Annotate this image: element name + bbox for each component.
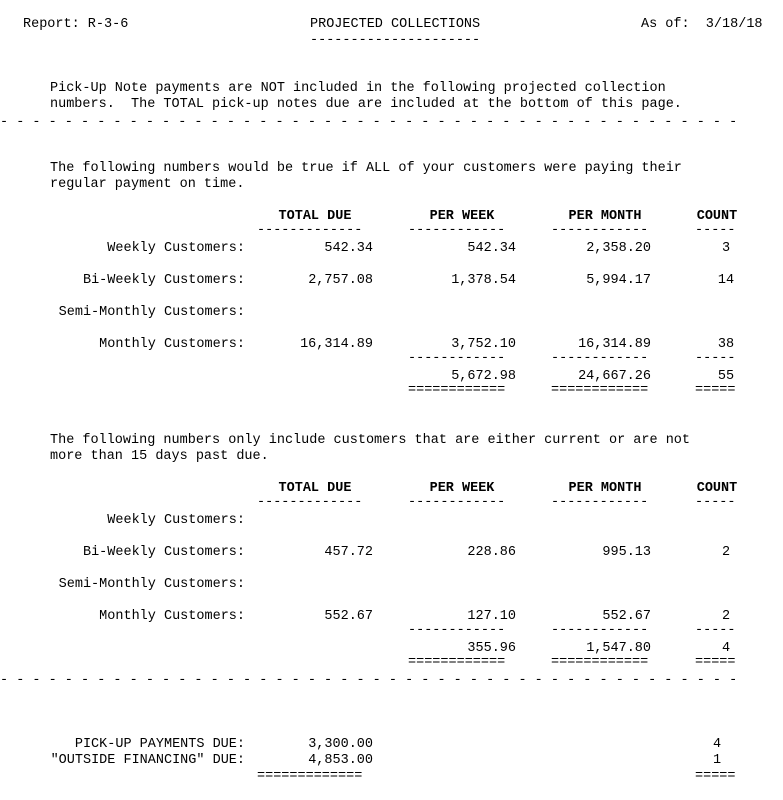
section2-row-total-due: 457.72 xyxy=(324,545,373,560)
section2-subtotal-rule-per-month: ------------ xyxy=(551,623,649,638)
section1-row-per-week: 3,752.10 xyxy=(451,337,516,352)
section-divider: - - - - - - - - - - - - - - - - - - - - - - - - - - - - - - - - - - - - - - - - - - - - - - xyxy=(0,115,738,130)
section1-row-total-due: 2,757.08 xyxy=(308,273,373,288)
section1-total-rule-count: ===== xyxy=(695,383,736,398)
section2-subtotal-rule-count: ----- xyxy=(695,623,736,638)
section2-total-rule-count: ===== xyxy=(695,655,736,670)
section1-row-label: Weekly Customers: xyxy=(107,241,245,256)
section1-header-total-due: TOTAL DUE xyxy=(278,209,352,224)
section2-row-count: 2 xyxy=(721,609,731,624)
report-id: Report: R-3-6 xyxy=(23,17,129,32)
section2-header-rule-per-week: ------------ xyxy=(408,495,506,510)
section1-header-rule-count: ----- xyxy=(695,223,736,238)
section1-intro-line-2: regular payment on time. xyxy=(50,177,245,192)
section2-row-label: Weekly Customers: xyxy=(107,513,245,528)
notice-line-2: numbers. The TOTAL pick-up notes due are included at the bottom of this page. xyxy=(50,97,682,112)
section1-row-label: Monthly Customers: xyxy=(99,337,245,352)
section1-row-per-week: 1,378.54 xyxy=(451,273,516,288)
section1-row-per-week: 542.34 xyxy=(467,241,516,256)
pickup-payments-amount: 3,300.00 xyxy=(308,737,373,752)
section2-row-per-month: 995.13 xyxy=(602,545,651,560)
as-of-date: As of: 3/18/18 xyxy=(641,17,763,32)
section2-intro-line-2: more than 15 days past due. xyxy=(50,449,269,464)
section2-header-total-due: TOTAL DUE xyxy=(278,481,352,496)
outside-financing-label: "OUTSIDE FINANCING" DUE: xyxy=(50,753,245,768)
section1-header-rule-per-month: ------------ xyxy=(551,223,649,238)
section1-subtotal-rule-count: ----- xyxy=(695,351,736,366)
pickup-payments-label: PICK-UP PAYMENTS DUE: xyxy=(74,737,245,752)
section2-header-per-week: PER WEEK xyxy=(429,481,495,496)
section2-total-per-week: 355.96 xyxy=(467,641,516,656)
section1-total-rule-per-week: ============ xyxy=(408,383,506,398)
section1-header-per-month: PER MONTH xyxy=(568,209,642,224)
section1-subtotal-rule-per-week: ------------ xyxy=(408,351,506,366)
section1-header-count: COUNT xyxy=(696,209,738,224)
section1-row-count: 3 xyxy=(721,241,731,256)
footer-count-rule: ===== xyxy=(695,769,736,784)
section1-row-total-due: 542.34 xyxy=(324,241,373,256)
section1-total-per-week: 5,672.98 xyxy=(451,369,516,384)
pickup-payments-count: 4 xyxy=(712,737,722,752)
section2-row-per-month: 552.67 xyxy=(602,609,651,624)
section-divider: - - - - - - - - - - - - - - - - - - - - - - - - - - - - - - - - - - - - - - - - - - - - - - xyxy=(0,673,738,688)
section2-header-rule-count: ----- xyxy=(695,495,736,510)
section2-row-per-week: 228.86 xyxy=(467,545,516,560)
section2-header-rule-total-due: ------------- xyxy=(257,495,363,510)
section1-total-rule-per-month: ============ xyxy=(551,383,649,398)
footer-amount-rule: ============= xyxy=(257,769,363,784)
section2-header-count: COUNT xyxy=(696,481,738,496)
section2-row-label: Bi-Weekly Customers: xyxy=(82,545,245,560)
notice-line-1: Pick-Up Note payments are NOT included in the following projected collection xyxy=(50,81,666,96)
section2-subtotal-rule-per-week: ------------ xyxy=(408,623,506,638)
section2-total-rule-per-month: ============ xyxy=(551,655,649,670)
section2-row-total-due: 552.67 xyxy=(324,609,373,624)
section2-row-label: Semi-Monthly Customers: xyxy=(58,577,245,592)
section1-row-label: Semi-Monthly Customers: xyxy=(58,305,245,320)
section1-total-per-month: 24,667.26 xyxy=(578,369,651,384)
section2-row-label: Monthly Customers: xyxy=(99,609,245,624)
section2-row-per-week: 127.10 xyxy=(467,609,516,624)
section1-intro-line-1: The following numbers would be true if ALL of your customers were paying their xyxy=(50,161,682,176)
section2-intro-line-1: The following numbers only include customers that are either current or are not xyxy=(50,433,691,448)
section1-row-per-month: 5,994.17 xyxy=(586,273,651,288)
section1-row-label: Bi-Weekly Customers: xyxy=(82,273,245,288)
report-title-underline: --------------------- xyxy=(310,33,481,48)
section1-row-count: 14 xyxy=(717,273,735,288)
section1-header-per-week: PER WEEK xyxy=(429,209,495,224)
section1-row-per-month: 2,358.20 xyxy=(586,241,651,256)
section2-total-rule-per-week: ============ xyxy=(408,655,506,670)
section1-row-count: 38 xyxy=(717,337,735,352)
section1-subtotal-rule-per-month: ------------ xyxy=(551,351,649,366)
section2-total-per-month: 1,547.80 xyxy=(586,641,651,656)
outside-financing-amount: 4,853.00 xyxy=(308,753,373,768)
section1-header-rule-per-week: ------------ xyxy=(408,223,506,238)
section1-row-per-month: 16,314.89 xyxy=(578,337,651,352)
section2-header-rule-per-month: ------------ xyxy=(551,495,649,510)
section2-header-per-month: PER MONTH xyxy=(568,481,642,496)
section1-total-count: 55 xyxy=(717,369,735,384)
section1-header-rule-total-due: ------------- xyxy=(257,223,363,238)
section1-row-total-due: 16,314.89 xyxy=(300,337,373,352)
report-title: PROJECTED COLLECTIONS xyxy=(310,17,481,32)
section2-total-count: 4 xyxy=(721,641,731,656)
outside-financing-count: 1 xyxy=(712,753,722,768)
section2-row-count: 2 xyxy=(721,545,731,560)
